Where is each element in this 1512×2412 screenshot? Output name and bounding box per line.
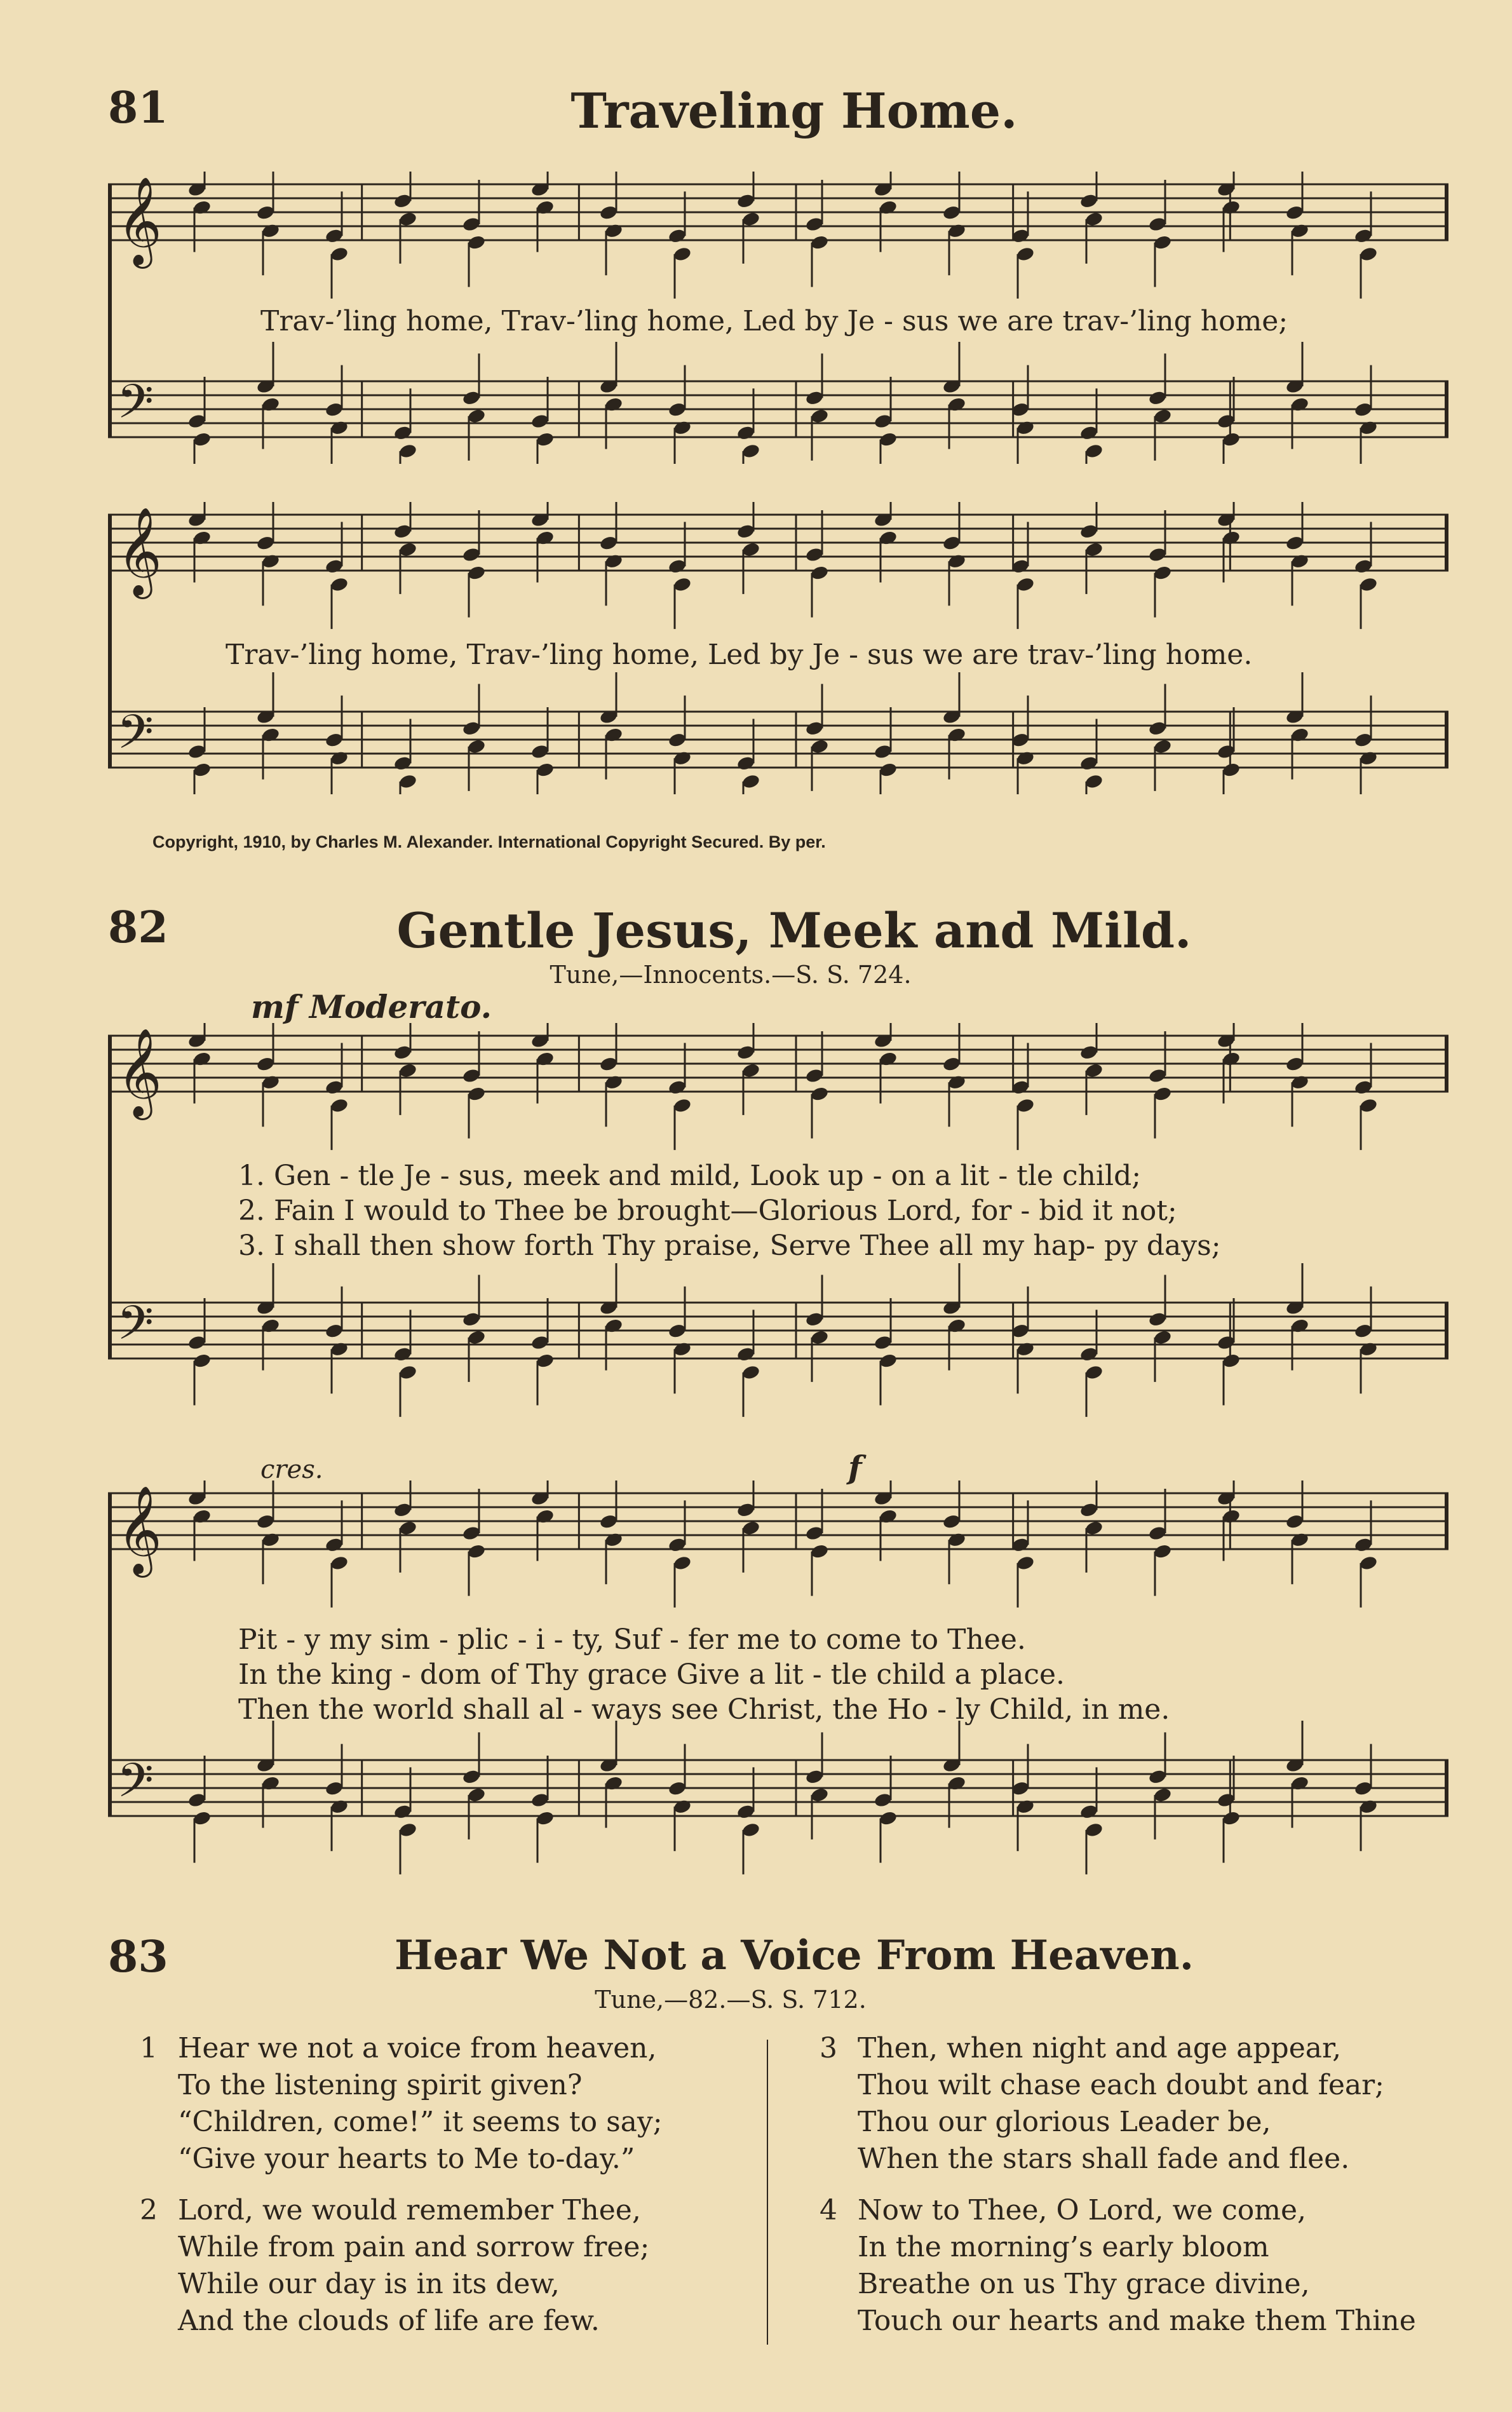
lyric-line: Trav-’ling home, Trav-’ling home, Led by Je - sus we are trav-’ling home. — [226, 639, 1253, 671]
verse-line: And the clouds of life are few. — [178, 2305, 600, 2337]
hymn-number-82: 82 — [108, 902, 168, 953]
verse-number: 1 — [140, 2032, 158, 2064]
hymn-title-81: Traveling Home. — [570, 83, 1018, 139]
verse-line: When the stars shall fade and flee. — [858, 2143, 1350, 2175]
verse-line: Then, when night and age appear, — [858, 2032, 1342, 2064]
lyric-line: 2. Fain I would to Thee be brought—Glorious Lord, for - bid it not; — [238, 1195, 1177, 1227]
lyric-line: 3. I shall then show forth Thy praise, Serve Thee all my hap- py days; — [238, 1230, 1221, 1262]
hymn-title-83: Hear We Not a Voice From Heaven. — [395, 1932, 1194, 1979]
verse-1 — [140, 2030, 158, 2067]
verse-line: Breathe on us Thy grace divine, — [858, 2268, 1310, 2300]
lyric-line: In the king - dom of Thy grace Give a lit - tle child a place. — [238, 1658, 1065, 1691]
verse-4 — [820, 2192, 837, 2229]
verse-2-text — [178, 2192, 649, 2340]
verse-line: “Children, come!” it seems to say; — [178, 2106, 663, 2138]
verse-3 — [820, 2030, 837, 2067]
copyright-notice: Copyright, 1910, by Charles M. Alexander. International Copyright Secured. By per. — [152, 832, 826, 851]
verse-2 — [140, 2192, 158, 2229]
forte-marking: f — [848, 1449, 862, 1486]
svg-text:𝄢: 𝄢 — [117, 1296, 154, 1362]
lyric-line: 1. Gen - tle Je - sus, meek and mild, Look up - on a lit - tle child; — [238, 1160, 1142, 1192]
verse-line: Now to Thee, O Lord, we come, — [858, 2194, 1307, 2226]
verse-3-text — [858, 2030, 1384, 2178]
lyric-line: Then the world shall al - ways see Christ, the Ho - ly Child, in me. — [238, 1693, 1170, 1726]
hymn-title-82: Gentle Jesus, Meek and Mild. — [396, 902, 1192, 959]
tune-reference: Tune,—82.—S. S. 712. — [595, 1986, 867, 2014]
hymn-number-83: 83 — [108, 1932, 168, 1982]
verse-line: “Give your hearts to Me to-day.” — [178, 2143, 635, 2175]
verse-number: 2 — [140, 2194, 158, 2226]
tune-reference: Tune,—Innocents.—S. S. 724. — [550, 961, 912, 989]
lyric-line: Pit - y my sim - plic - i - ty, Suf - fer me to come to Thee. — [238, 1623, 1026, 1656]
svg-text:𝄞: 𝄞 — [117, 1028, 162, 1116]
lyric-line: Trav-’ling home, Trav-’ling home, Led by Je - sus we are trav-’ling home; — [260, 305, 1288, 337]
verse-number: 3 — [820, 2032, 837, 2064]
verse-line: To the listening spirit given? — [178, 2069, 583, 2101]
verse-line: Thou wilt chase each doubt and fear; — [858, 2069, 1384, 2101]
verse-4-text — [858, 2192, 1416, 2340]
verse-line: While our day is in its dew, — [178, 2268, 560, 2300]
svg-text:𝄢: 𝄢 — [117, 705, 154, 771]
tempo-marking: mf Moderato. — [251, 988, 492, 1026]
verse-line: While from pain and sorrow free; — [178, 2231, 650, 2263]
verse-number: 4 — [820, 2194, 837, 2226]
column-divider — [767, 2040, 768, 2345]
hymn-number-81: 81 — [108, 83, 168, 133]
verse-line: Lord, we would remember Thee, — [178, 2194, 641, 2226]
svg-text:𝄞: 𝄞 — [117, 1486, 162, 1574]
svg-text:𝄢: 𝄢 — [117, 1753, 154, 1820]
verse-1-text — [178, 2030, 663, 2178]
verse-line: In the morning’s early bloom — [858, 2231, 1269, 2263]
crescendo-marking: cres. — [260, 1455, 323, 1484]
svg-text:𝄞: 𝄞 — [117, 507, 162, 595]
verse-line: Touch our hearts and make them Thine — [858, 2305, 1416, 2337]
svg-text:𝄞: 𝄞 — [117, 177, 162, 265]
svg-text:𝄢: 𝄢 — [117, 374, 154, 441]
verse-line: Hear we not a voice from heaven, — [178, 2032, 657, 2064]
verse-line: Thou our glorious Leader be, — [858, 2106, 1271, 2138]
